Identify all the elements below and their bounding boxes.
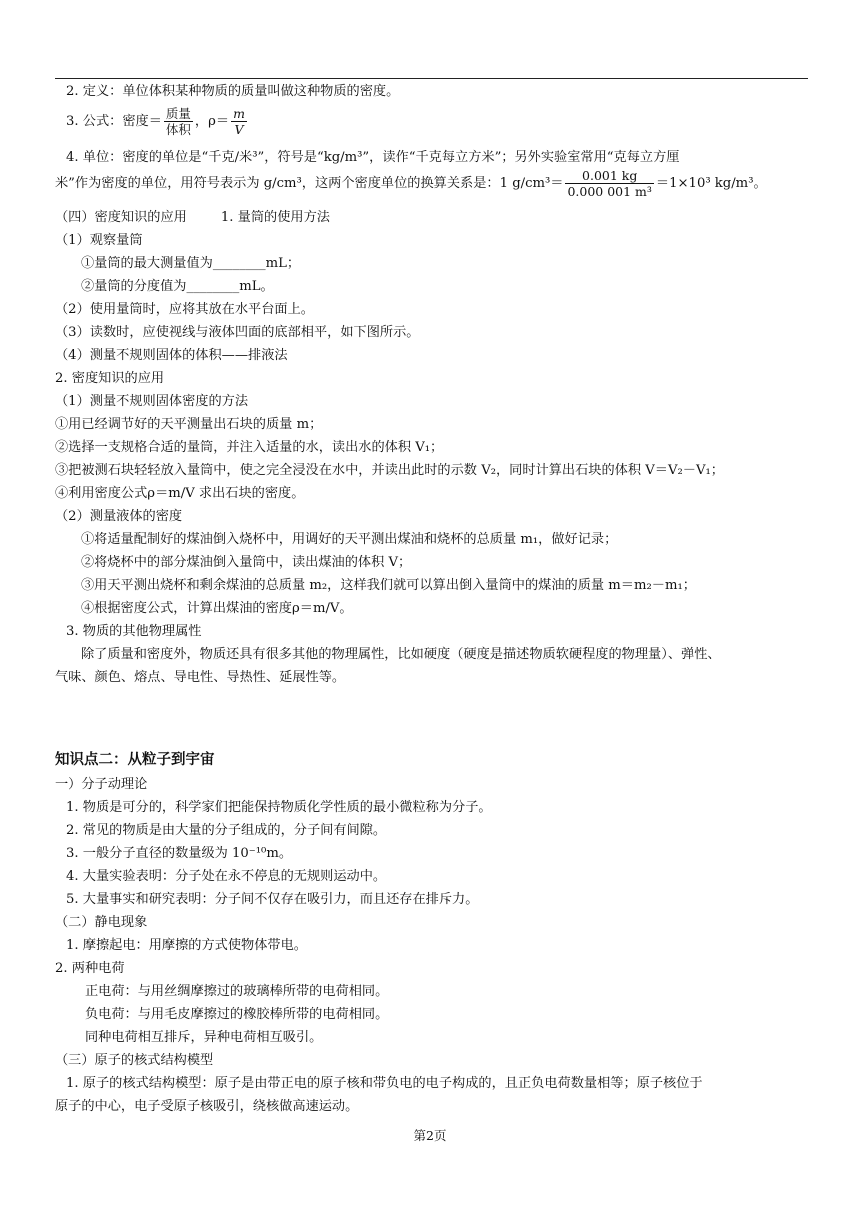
header-rule <box>55 78 808 79</box>
liquid-density-method: （2）测量液体的密度 <box>55 509 183 524</box>
positive-charge: 正电荷：与用丝绸摩擦过的玻璃棒所带的电荷相同。 <box>85 984 389 999</box>
use-cylinder: （2）使用量筒时，应将其放在水平台面上。 <box>55 302 314 317</box>
negative-charge: 负电荷：与用毛皮摩擦过的橡胶棒所带的电荷相同。 <box>85 1007 389 1022</box>
unit-line-2-text: 米”作为密度的单位，用符号表示为 g/cm³，这两个密度单位的换算关系是：1 g/cm³＝ <box>55 176 564 191</box>
unit-conversion-fraction <box>565 168 653 199</box>
cylinder-usage-title: 1. 量筒的使用方法 <box>220 210 330 225</box>
solid-density-method: （1）测量不规则固体密度的方法 <box>55 394 249 409</box>
formula-v: V <box>234 122 244 137</box>
liquid-step-1: ①将适量配制好的煤油倒入烧杯中，用调好的天平测出煤油和烧杯的总质量 m₁，做好记录； <box>81 532 618 547</box>
liquid-step-4: ④根据密度公式，计算出煤油的密度ρ＝m/V。 <box>81 601 353 616</box>
two-charges-title: 2. 两种电荷 <box>55 961 125 976</box>
formula-numerator: 质量 <box>165 106 191 121</box>
unit-line-2-end: ＝1×10³ kg/m³。 <box>655 176 767 191</box>
static-point-1: 1. 摩擦起电：用摩擦的方式使物体带电。 <box>66 938 307 953</box>
irregular-solid-volume: （4）测量不规则固体的体积——排液法 <box>55 348 288 363</box>
observe-cylinder: （1）观察量筒 <box>55 233 143 248</box>
formula-fraction-words <box>164 106 193 137</box>
unit-fraction-numerator: 0.001 kg <box>565 168 653 184</box>
atom-model-para-2: 原子的中心，电子受原子核吸引，绕核做高速运动。 <box>55 1099 359 1114</box>
solid-step-3: ③把被测石块轻轻放入量筒中，使之完全浸没在水中，并读出此时的示数 V₂，同时计算出石块的体积 V＝V₂－V₁； <box>55 463 724 478</box>
knowledge-point-2-heading: 知识点二：从粒子到宇宙 <box>55 752 215 768</box>
other-properties-title: 3. 物质的其他物理属性 <box>66 624 202 639</box>
unit-line-2 <box>55 166 767 202</box>
division-value-blank: ②量筒的分度值为________mL。 <box>81 279 274 294</box>
formula-fraction-symbols <box>231 106 247 137</box>
static-electricity-title: （二）静电现象 <box>55 915 148 930</box>
solid-step-1: ①用已经调节好的天平测量出石块的质量 m； <box>55 417 323 432</box>
section-application-title <box>55 208 330 228</box>
formula-denominator: 体积 <box>165 122 191 137</box>
page-number: 第2页 <box>413 1128 447 1143</box>
atom-model-title: （三）原子的核式结构模型 <box>55 1053 214 1068</box>
other-properties-para-1: 除了质量和密度外，物质还具有很多其他的物理属性，比如硬度（硬度是描述物质软硬程度的物理量）、弹性、 <box>81 647 721 662</box>
application-title: （四）密度知识的应用 <box>55 210 187 225</box>
molecular-theory-title: 一）分子动理论 <box>55 777 148 792</box>
unit-line-1: 4. 单位：密度的单位是“千克/米³”，符号是“kg/m³”，读作“千克每立方米”；另外实验室常用“克每立方厘 <box>66 150 680 165</box>
max-measure-blank: ①量筒的最大测量值为________mL； <box>81 256 301 271</box>
formula-m: m <box>233 106 245 121</box>
molecular-point-1: 1. 物质是可分的，科学家们把能保持物质化学性质的最小微粒称为分子。 <box>66 800 492 815</box>
formula-prefix: 3. 公式：密度＝ <box>66 114 162 129</box>
molecular-point-5: 5. 大量事实和研究表明：分子间不仅存在吸引力，而且还存在排斥力。 <box>66 892 479 907</box>
solid-step-4: ④利用密度公式ρ＝m/V 求出石块的密度。 <box>55 486 305 501</box>
liquid-step-3: ③用天平测出烧杯和剩余煤油的总质量 m₂，这样我们就可以算出倒入量筒中的煤油的质量 m＝m₂－m₁； <box>81 578 696 593</box>
solid-step-2: ②选择一支规格合适的量筒，并注入适量的水，读出水的体积 V₁； <box>55 440 444 455</box>
density-application: 2. 密度知识的应用 <box>55 371 165 386</box>
density-definition: 2. 定义：单位体积某种物质的质量叫做这种物质的密度。 <box>66 84 400 99</box>
molecular-point-2: 2. 常见的物质是由大量的分子组成的，分子间有间隙。 <box>66 823 387 838</box>
molecular-point-3: 3. 一般分子直径的数量级为 10⁻¹⁰m。 <box>66 846 293 861</box>
liquid-step-2: ②将烧杯中的部分煤油倒入量筒中，读出煤油的体积 V； <box>81 555 412 570</box>
density-formula <box>66 104 249 140</box>
read-cylinder: （3）读数时，应使视线与液体凹面的底部相平，如下图所示。 <box>55 325 420 340</box>
other-properties-para-2: 气味、颜色、熔点、导电性、导热性、延展性等。 <box>55 670 346 685</box>
formula-middle: ，ρ＝ <box>194 114 230 129</box>
atom-model-para-1: 1. 原子的核式结构模型：原子是由带正电的原子核和带负电的电子构成的，且正负电荷数量相等；原子核位于 <box>66 1076 703 1091</box>
molecular-point-4: 4. 大量实验表明：分子处在永不停息的无规则运动中。 <box>66 869 387 884</box>
charge-rule: 同种电荷相互排斥，异种电荷相互吸引。 <box>85 1030 323 1045</box>
unit-fraction-denominator: 0.000 001 m³ <box>567 184 652 199</box>
